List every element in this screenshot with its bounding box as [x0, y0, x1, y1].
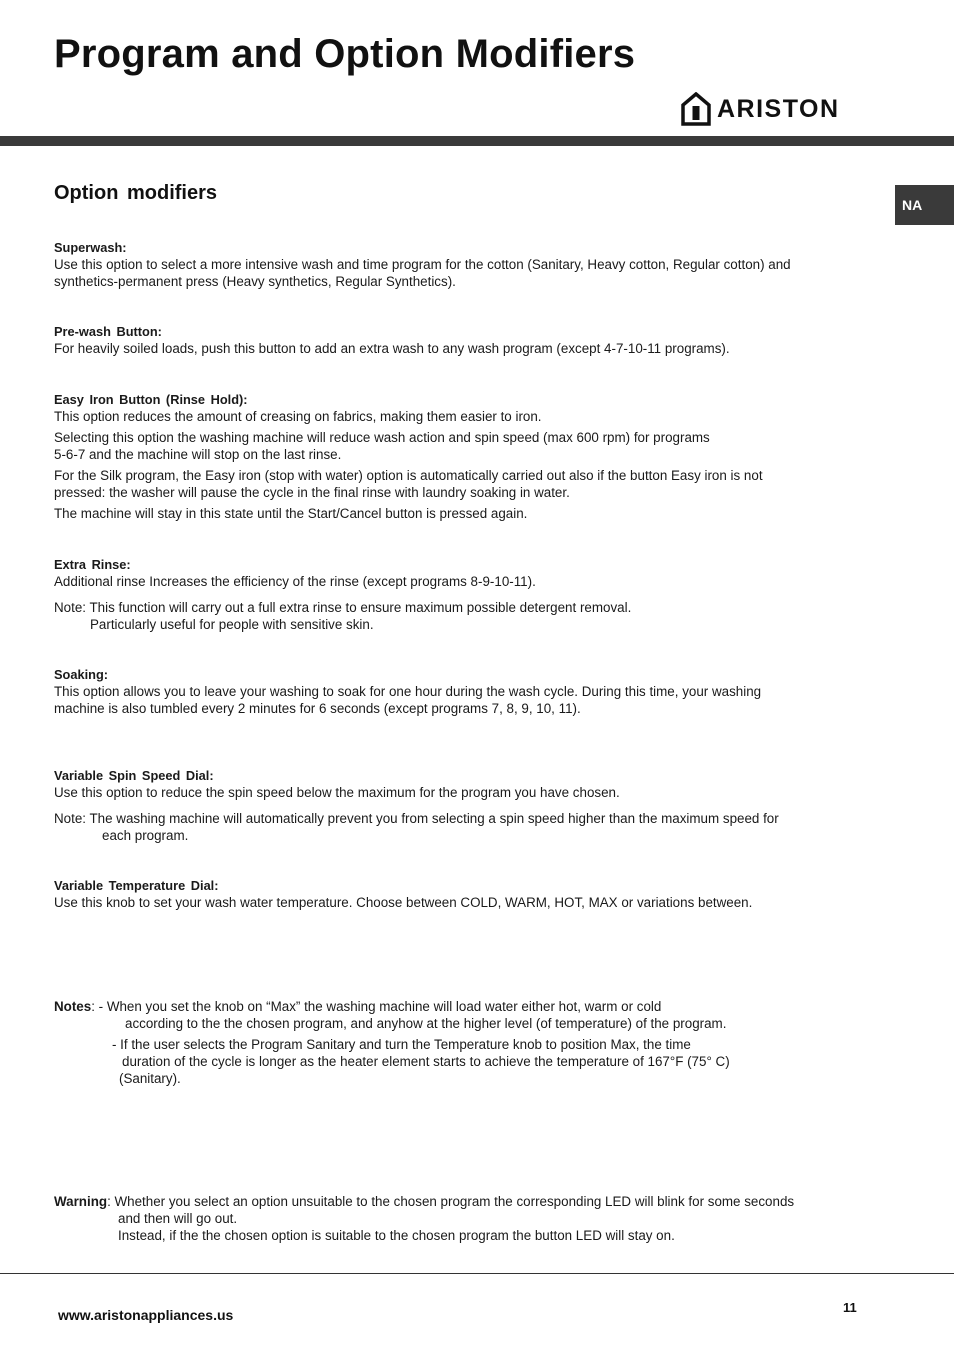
option-heading: Superwash: [54, 240, 127, 255]
option-easy-iron [54, 391, 874, 522]
notes-text: duration of the cycle is longer as the heater element starts to achieve the temperature of 167°F (75° C) [122, 1054, 730, 1069]
option-heading: Soaking: [54, 667, 109, 682]
option-prewash [54, 323, 874, 357]
warning-text: and then will go out. [118, 1211, 238, 1226]
option-text: Use this option to reduce the spin speed below the maximum for the program you have chosen. [54, 785, 620, 800]
notes-text: according to the the chosen program, and anyhow at the higher level (of temperature) of the program. [125, 1016, 727, 1031]
option-text: 5-6-7 and the machine will stop on the last rinse. [54, 447, 342, 462]
notes-text: (Sanitary). [119, 1071, 181, 1086]
notes-text: - If the user selects the Program Sanitary and turn the Temperature knob to position Max, the time [112, 1037, 691, 1052]
footer-website-link[interactable]: www.aristonappliances.us [58, 1307, 234, 1323]
option-text: For the Silk program, the Easy iron (stop with water) option is automatically carried out also if the button Easy iron is not [54, 468, 763, 483]
header-divider-bar [0, 136, 954, 146]
footer-divider [0, 1273, 954, 1274]
language-tab: NA [895, 185, 954, 225]
option-heading: Pre-wash Button: [54, 324, 162, 339]
warning-text: : Whether you select an option unsuitable to the chosen program the corresponding LED will blink for some seconds [107, 1194, 795, 1209]
notes-label: Notes [54, 999, 92, 1014]
warning-block [54, 1193, 894, 1244]
page-number: 11 [843, 1300, 857, 1315]
option-text: machine is also tumbled every 2 minutes for 6 seconds (except programs 7, 8, 9, 10, 11). [54, 701, 581, 716]
option-text: The machine will stay in this state until the Start/Cancel button is pressed again. [54, 506, 528, 521]
option-note: Particularly useful for people with sensitive skin. [90, 617, 374, 632]
notes-text: : - When you set the knob on “Max” the washing machine will load water either hot, warm or cold [91, 999, 662, 1014]
option-extra-rinse [54, 556, 874, 633]
warning-label: Warning [54, 1194, 108, 1209]
option-note: each program. [102, 828, 189, 843]
option-heading: Variable Temperature Dial: [54, 878, 219, 893]
option-text: Use this option to select a more intensive wash and time program for the cotton (Sanitary, Heavy cotton, Regular cotton) and [54, 257, 791, 272]
option-text: Use this knob to set your wash water temperature. Choose between COLD, WARM, HOT, MAX or variations between. [54, 895, 753, 910]
ariston-house-logo-icon [681, 92, 711, 126]
option-heading: Extra Rinse: [54, 557, 131, 572]
option-note: Note: This function will carry out a full extra rinse to ensure maximum possible detergent removal. [54, 600, 632, 615]
option-text: synthetics-permanent press (Heavy synthetics, Regular Synthetics). [54, 274, 456, 289]
page-title: Program and Option Modifiers [54, 32, 636, 76]
section-title: Option modifiers [54, 182, 217, 204]
option-text: For heavily soiled loads, push this button to add an extra wash to any wash program (except 4-7-10-11 programs). [54, 341, 730, 356]
option-superwash [54, 239, 874, 290]
option-text: This option reduces the amount of creasing on fabrics, making them easier to iron. [54, 409, 542, 424]
option-heading: Easy Iron Button (Rinse Hold): [54, 392, 248, 407]
brand-logo [681, 92, 840, 126]
option-text: Additional rinse Increases the efficiency of the rinse (except programs 8-9-10-11). [54, 574, 536, 589]
notes-block [54, 998, 874, 1087]
option-temperature [54, 877, 874, 911]
option-text: This option allows you to leave your washing to soak for one hour during the wash cycle. During this time, your washing [54, 684, 762, 699]
option-spin-speed [54, 767, 874, 844]
option-text: pressed: the washer will pause the cycle in the final rinse with laundry soaking in water. [54, 485, 570, 500]
warning-text: Instead, if the the chosen option is suitable to the chosen program the button LED will stay on. [118, 1228, 675, 1243]
option-soaking [54, 666, 874, 717]
option-heading: Variable Spin Speed Dial: [54, 768, 214, 783]
option-text: Selecting this option the washing machine will reduce wash action and spin speed (max 600 rpm) for programs [54, 430, 710, 445]
brand-name: ARISTON [717, 95, 840, 123]
option-note: Note: The washing machine will automatically prevent you from selecting a spin speed higher than the maximum speed for [54, 811, 779, 826]
